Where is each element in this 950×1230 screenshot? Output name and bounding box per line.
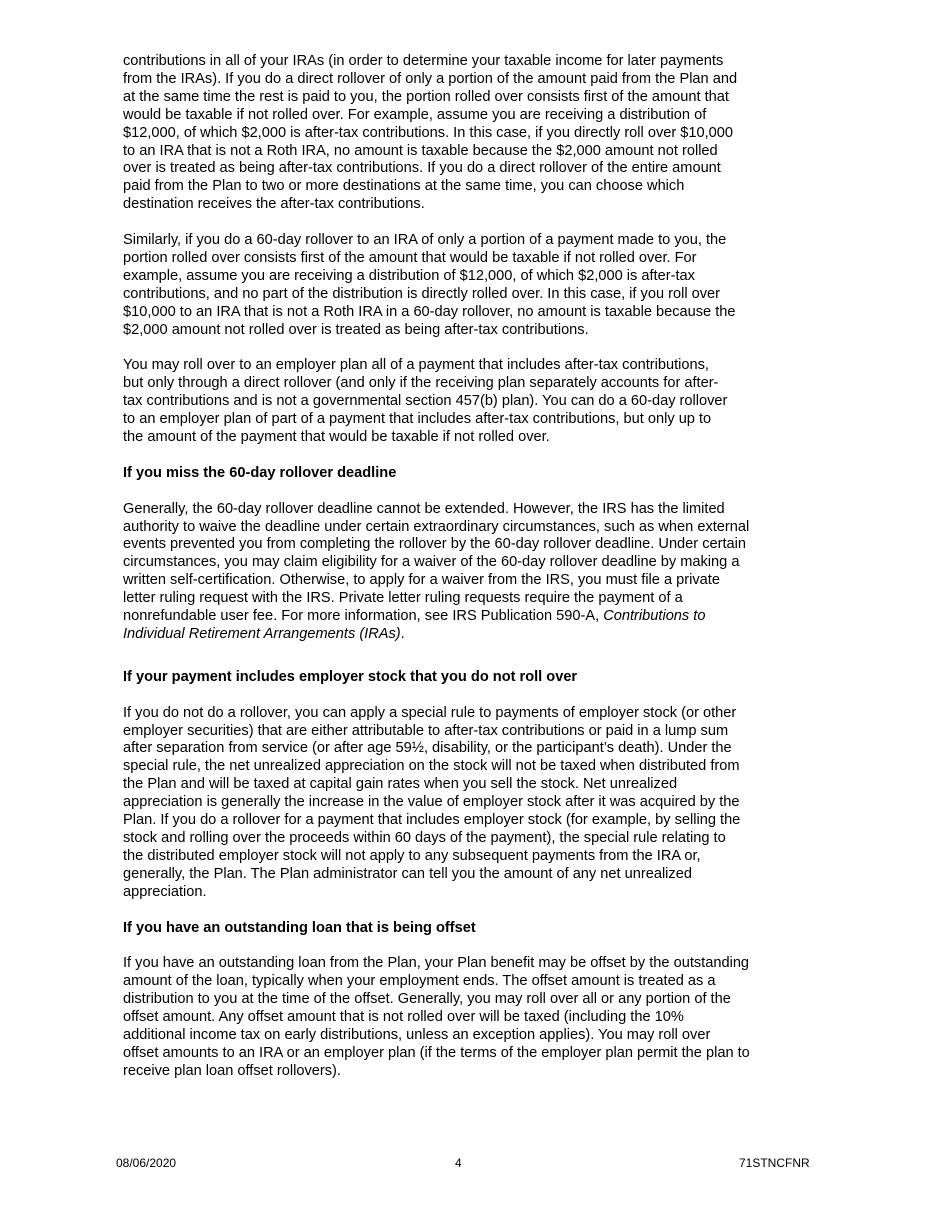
page-body bbox=[123, 53, 795, 1081]
section-heading-loan-offset: If you have an outstanding loan that is being offset bbox=[123, 919, 476, 936]
paragraph-60-day-partial-rollover: Similarly, if you do a 60-day rollover to an IRA of only a portion of a payment made to you, the portion rolled over consists first of the amount that would be taxable if not rolled over. For example, assume you are receiving a distribution of $12,000, of which $2,000 is after-tax contributions, and no part of the distribution is directly rolled over. In this case, if you roll over $10,000 to an IRA that is not a Roth IRA in a 60-day rollover, no amount is taxable because the $2,000 amount not rolled over is treated as being after-tax contributions. bbox=[123, 232, 736, 338]
footer-date: 08/06/2020 bbox=[116, 1156, 177, 1170]
section-heading-employer-stock: If your payment includes employer stock that you do not roll over bbox=[123, 668, 578, 685]
paragraph-deadline-waiver bbox=[123, 501, 795, 644]
paragraph-loan-offset: If you have an outstanding loan from the Plan, your Plan benefit may be offset by the outstanding amount of the loan, typically when your employment ends. The offset amount is treated as a distribution to you at the time of the offset. Generally, you may roll over all or any portion of the offset amount. Any offset amount that is not rolled over will be taxed (including the 10% additional income tax on early distributions, unless an exception applies). You may roll over offset amounts to an IRA or an employer plan (if the terms of the employer plan permit the plan to receive plan loan offset rollovers). bbox=[123, 955, 750, 1079]
page-footer bbox=[0, 1155, 950, 1171]
footer-document-code: 71STNCFNR bbox=[739, 1156, 810, 1170]
publication-title: Contributions to Individual Retirement Arrangements (IRAs) bbox=[123, 608, 706, 642]
paragraph-employer-plan-rollover: You may roll over to an employer plan all of a payment that includes after-tax contributions, but only through a direct rollover (and only if the receiving plan separately accounts for after- tax contributions and is not a governmental section 457(b) plan). You can do a 60-day rollover to an employer plan of part of a payment that includes after-tax contributions, but only up to the amount of the payment that would be taxable if not rolled over. bbox=[123, 357, 728, 445]
paragraph-deadline-waiver-text: Generally, the 60-day rollover deadline cannot be extended. However, the IRS has the limited authority to waive the deadline under certain extraordinary circumstances, such as when external events prevented you from completing the rollover by the 60-day rollover deadline. Under certain circumstances, you may claim eligibility for a waiver of the 60-day rollover deadline by making a written self-certification. Otherwise, to apply for a waiver from the IRS, you must file a private letter ruling request with the IRS. Private letter ruling requests require the payment of a nonrefundable user fee. For more information, see IRS Publication 590-A, bbox=[123, 500, 750, 625]
footer-page-number: 4 bbox=[455, 1156, 462, 1170]
paragraph-deadline-waiver-end: . bbox=[400, 625, 405, 642]
section-heading-missed-deadline: If you miss the 60-day rollover deadline bbox=[123, 464, 397, 481]
paragraph-ira-after-tax-direct-rollover: contributions in all of your IRAs (in order to determine your taxable income for later payments from the IRAs). If you do a direct rollover of only a portion of the amount paid from the Plan and at the same time the rest is paid to you, the portion rolled over consists first of the amount that would be taxable if not rolled over. For example, assume you are receiving a distribution of $12,000, of which $2,000 is after-tax contributions. In this case, if you directly roll over $10,000 to an IRA that is not a Roth IRA, no amount is taxable because the $2,000 amount not rolled over is treated as being after-tax contributions. If you do a direct rollover of the entire amount paid from the Plan to two or more destinations at the same time, you can choose which destination receives the after-tax contributions. bbox=[123, 53, 738, 213]
paragraph-net-unrealized-appreciation: If you do not do a rollover, you can apply a special rule to payments of employer stock (or other employer securities) that are either attributable to after-tax contributions or paid in a lump sum after separation from service (or after age 59½, disability, or the participant’s death). Under the special rule, the net unrealized appreciation on the stock will not be taxed when distributed from the Plan and will be taxed at capital gain rates when you sell the stock. Net unrealized appreciation is generally the increase in the value of employer stock after it was acquired by the Plan. If you do a rollover for a payment that includes employer stock (for example, by selling the stock and rolling over the proceeds within 60 days of the payment), the special rule relating to the distributed employer stock will not apply to any subsequent payments from the IRA or, generally, the Plan. The Plan administrator can tell you the amount of any net unrealized appreciation. bbox=[123, 704, 741, 900]
